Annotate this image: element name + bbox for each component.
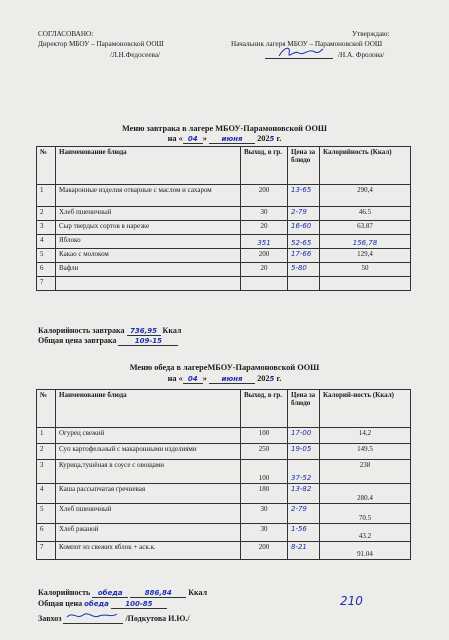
table-row: 4 Яблоко 351 52-65 156,78 xyxy=(37,235,411,249)
col-cal: Калорийность (Ккал) xyxy=(320,147,411,185)
table-row: 2 Хлеб пшеничный 30 2-79 46.5 xyxy=(37,207,411,221)
table-row: 6 Хлеб ржаной 30 1-56 43.2 xyxy=(37,524,411,542)
lunch-table xyxy=(36,389,411,560)
lunch-title: Меню обеда в лагереМБОУ-Парамоновской ООШ xyxy=(129,363,320,372)
col-cal: Калорий-ность (Ккал) xyxy=(320,390,411,428)
table-row: 4 Каша рассыпчатая гречневая 180 13-82 280.4 xyxy=(37,484,411,504)
confirm-signature: /Н.А. Фролова/ xyxy=(338,51,385,59)
confirm-role: Начальник лагеря МБОУ – Парамоновской ООШ xyxy=(231,40,383,48)
table-row: 5 Какао с молоком 200 17-66 129,4 xyxy=(37,249,411,263)
director-signature-icon xyxy=(275,44,325,62)
table-row: 1 Огурец свежий 100 17-00 14,2 xyxy=(37,428,411,444)
col-price: Цена за блюдо xyxy=(288,147,320,185)
breakfast-title: Меню завтрака в лагере МБОУ-Парамоновской ООШ xyxy=(121,124,328,133)
breakfast-total-calories: Калорийность завтрака 736,95 Ккал xyxy=(38,326,182,335)
confirm-label: Утверждаю: xyxy=(352,30,390,38)
lunch-date: на « 04 » июня 2025 г. xyxy=(167,374,282,383)
table-row: 3 Курица,тушёная в соусе с овощами 100 37-52 238 xyxy=(37,460,411,484)
col-no: № xyxy=(37,147,56,185)
col-out: Выход, в гр. xyxy=(241,390,288,428)
col-out: Выход, в гр. xyxy=(241,147,288,185)
breakfast-date: на « 04 » июня 2025 г. xyxy=(167,134,282,143)
col-price: Цена за блюдо xyxy=(288,390,320,428)
approved-signature: /Л.Н.Федосеева/ xyxy=(110,51,161,59)
supply-manager-signature-icon xyxy=(63,611,119,621)
table-row: 7 Компот из свежих яблок + аск.к. 200 8-21 91.04 xyxy=(37,542,411,560)
col-name: Наименование блюда xyxy=(56,390,241,428)
table-row: 2 Суп картофельный с макаронными изделиями 250 19-05 149.5 xyxy=(37,444,411,460)
table-row: 7 xyxy=(37,277,411,291)
checked-line: Завхоз /Подкутова И.Ю./ xyxy=(38,611,190,624)
approved-role: Директор МБОУ – Парамоновской ООШ xyxy=(38,40,164,48)
table-row: 5 Хлеб пшеничный 30 2-79 70.5 xyxy=(37,504,411,524)
table-row: 6 Вафли 20 5-80 50 xyxy=(37,263,411,277)
breakfast-total-price: Общая цена завтрака 109-15 xyxy=(38,336,178,346)
col-no: № xyxy=(37,390,56,428)
table-row: 1 Макаронные изделия отварные с маслом и сахаром 200 13-65 290,4 xyxy=(37,185,411,207)
table-row: 3 Сыр твердых сортов в нарезке 20 16-60 63.87 xyxy=(37,221,411,235)
breakfast-table xyxy=(36,146,411,291)
approved-label: СОГЛАСОВАНО: xyxy=(38,30,94,38)
lunch-total-calories: Калорийность обеда 886,84 Ккал xyxy=(38,588,208,597)
col-name: Наименование блюда xyxy=(56,147,241,185)
side-number: 210 xyxy=(340,594,363,608)
lunch-total-price: Общая цена обеда 100-85 xyxy=(38,599,167,609)
